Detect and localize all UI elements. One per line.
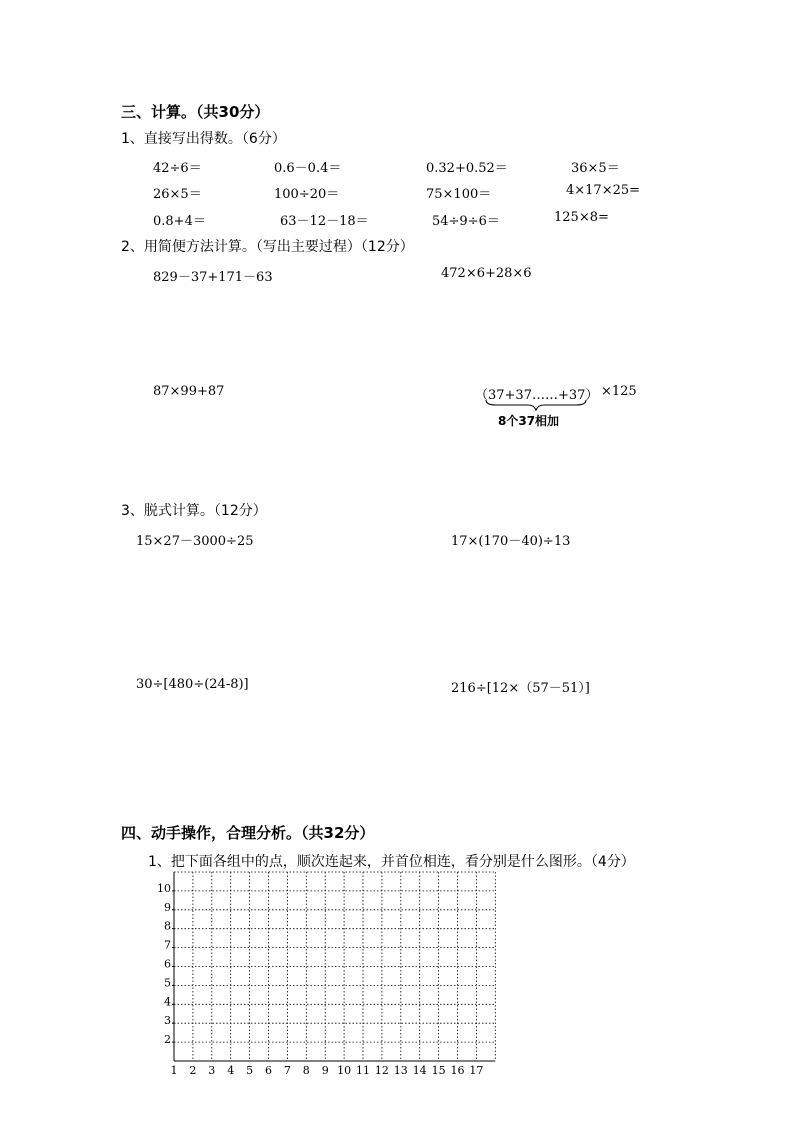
simplify-item: 87×99+87 xyxy=(153,384,225,399)
q2-prompt: 2、用简便方法计算。（写出主要过程）（12分） xyxy=(121,239,414,255)
oral-calc-item: 0.6－0.4＝ xyxy=(274,161,342,176)
y-tick-label: 10 xyxy=(157,881,171,895)
simplify-item: 829－37+171－63 xyxy=(153,270,273,285)
oral-calc-item: 4×17×25= xyxy=(566,183,641,198)
simplify-item: 472×6+28×6 xyxy=(441,266,532,281)
stepwise-item: 17×(170－40)÷13 xyxy=(451,534,571,549)
x-tick-label: 4 xyxy=(227,1064,235,1077)
x-tick-label: 10 xyxy=(337,1064,352,1077)
oral-calc-item: 63－12－18＝ xyxy=(280,214,369,229)
x-tick-label: 17 xyxy=(469,1064,484,1077)
y-tick-label: 4 xyxy=(164,995,171,1009)
y-tick-label: 6 xyxy=(164,957,171,971)
x-tick-label: 3 xyxy=(208,1064,216,1077)
brace-note: 8个37相加 xyxy=(498,414,560,428)
oral-calc-item: 75×100＝ xyxy=(426,187,492,202)
y-tick-label: 2 xyxy=(164,1033,171,1047)
x-tick-label: 1 xyxy=(170,1064,178,1077)
stepwise-item: 30÷[480÷(24-8)] xyxy=(136,677,249,692)
underbrace-icon xyxy=(484,398,588,412)
oral-calc-item: 0.32+0.52＝ xyxy=(426,161,508,176)
oral-calc-item: 54÷9÷6＝ xyxy=(432,214,500,229)
x-tick-label: 14 xyxy=(412,1064,427,1077)
oral-calc-item: 100÷20＝ xyxy=(274,187,340,202)
x-tick-label: 6 xyxy=(265,1064,272,1077)
y-tick-label: 9 xyxy=(164,900,171,914)
y-tick-label: 7 xyxy=(164,938,171,952)
x-tick-label: 11 xyxy=(356,1064,370,1077)
q1-prompt: 1、直接写出得数。（6分） xyxy=(121,131,286,147)
section4-title: 四、动手操作，合理分析。（共32分） xyxy=(121,824,375,842)
x-tick-label: 15 xyxy=(431,1064,446,1077)
section3-title: 三、计算。（共30分） xyxy=(121,103,270,121)
oral-calc-item: 36×5＝ xyxy=(571,161,620,176)
s4-q1-prompt: 1、把下面各组中的点，顺次连起来，并首位相连，看分别是什么图形。（4分） xyxy=(148,854,635,870)
x-tick-label: 8 xyxy=(302,1064,310,1077)
x-tick-label: 13 xyxy=(393,1064,408,1077)
q3-prompt: 3、脱式计算。（12分） xyxy=(121,503,267,519)
brace-expression: （37+37……+37） xyxy=(475,388,599,403)
oral-calc-item: 26×5＝ xyxy=(153,187,202,202)
y-tick-label: 8 xyxy=(164,919,171,933)
stepwise-item: 216÷[12×（57－51）] xyxy=(451,681,590,696)
x-tick-label: 5 xyxy=(246,1064,254,1077)
y-tick-label: 3 xyxy=(164,1014,171,1028)
x-tick-label: 12 xyxy=(374,1064,389,1077)
x-tick-label: 9 xyxy=(321,1064,329,1077)
oral-calc-item: 42÷6＝ xyxy=(153,161,202,176)
x-tick-label: 2 xyxy=(189,1064,197,1077)
x-tick-label: 16 xyxy=(450,1064,465,1077)
coordinate-grid[interactable] xyxy=(140,868,520,1088)
x-tick-label: 7 xyxy=(283,1064,291,1077)
oral-calc-item: 0.8+4＝ xyxy=(153,214,206,229)
stepwise-item: 15×27－3000÷25 xyxy=(136,534,254,549)
oral-calc-item: 125×8= xyxy=(554,210,609,225)
brace-tail: ×125 xyxy=(601,384,637,399)
y-tick-label: 5 xyxy=(164,976,171,990)
